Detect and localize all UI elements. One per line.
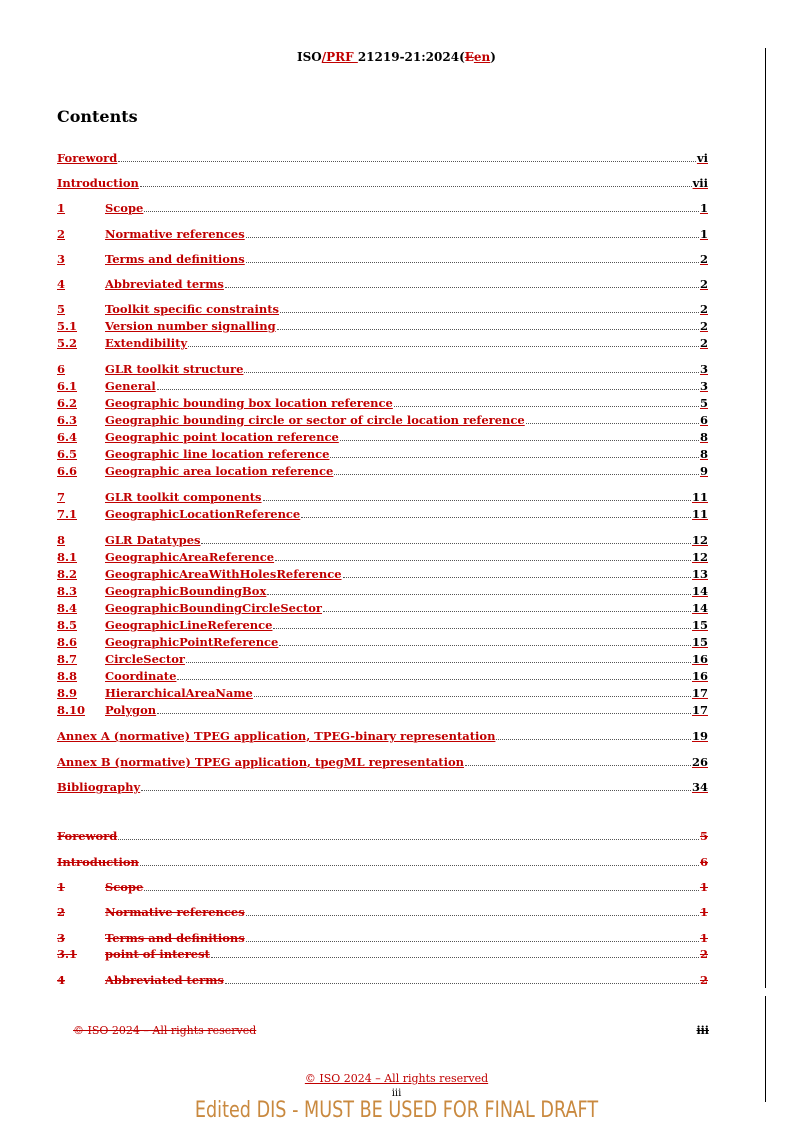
toc-entry-title: Normative references <box>105 905 245 919</box>
toc-entry-number: 8.4 <box>57 601 78 615</box>
change-bar-bottom <box>765 996 766 1102</box>
toc-entry-page: 34 <box>691 780 708 794</box>
deleted-toc-entry <box>57 879 708 894</box>
toc-entry-number: 2 <box>57 905 66 919</box>
toc-entry-page: 19 <box>691 729 708 743</box>
toc-entry-page: 26 <box>691 755 708 769</box>
toc-entry[interactable] <box>57 566 708 581</box>
toc-entry-page: 1 <box>699 905 708 919</box>
toc-entry[interactable] <box>57 361 708 376</box>
toc-entry-title: Terms and definitions <box>105 252 245 266</box>
toc-entry-page: 17 <box>691 703 708 717</box>
toc-leader-dots <box>343 576 691 578</box>
toc-entry-page: 2 <box>699 277 708 291</box>
toc-entry[interactable] <box>57 532 708 547</box>
page-title: Contents <box>57 107 138 126</box>
toc-leader-dots <box>141 789 691 791</box>
toc-entry-page: 15 <box>691 635 708 649</box>
toc-entry[interactable] <box>57 412 708 427</box>
toc-entry-number: 2 <box>57 227 66 241</box>
toc-entry[interactable] <box>57 335 708 350</box>
toc-entry-title: Geographic bounding box location reference <box>105 396 393 410</box>
toc-entry-page: 12 <box>691 550 708 564</box>
toc-entry-title: GeographicAreaReference <box>105 550 275 564</box>
toc-leader-dots <box>246 940 699 942</box>
toc-leader-dots <box>279 644 691 646</box>
toc-entry[interactable] <box>57 489 708 504</box>
toc-entry-number: 8.1 <box>57 550 78 564</box>
toc-entry-title: Foreword <box>57 829 118 843</box>
toc-entry-page: 1 <box>699 880 708 894</box>
toc-entry-number: 7 <box>57 490 66 504</box>
toc-entry[interactable] <box>57 276 708 291</box>
toc-entry-number: 6.2 <box>57 396 78 410</box>
toc-entry-title: Polygon <box>105 703 157 717</box>
toc-entry-title: GeographicBoundingCircleSector <box>105 601 322 615</box>
toc-entry-page: 5 <box>699 829 708 843</box>
toc-entry[interactable] <box>57 150 708 165</box>
toc-entry-title: Version number signalling <box>105 319 276 333</box>
toc-entry-page: 2 <box>699 252 708 266</box>
toc-leader-dots <box>330 456 699 458</box>
toc-entry-page: 2 <box>699 947 708 961</box>
toc-leader-dots <box>496 738 691 740</box>
toc-entry-number: 8.2 <box>57 567 78 581</box>
toc-leader-dots <box>140 864 699 866</box>
deleted-toc-entry <box>57 930 708 945</box>
toc-entry-page: 9 <box>699 464 708 478</box>
toc-entry-page: 1 <box>699 931 708 945</box>
toc-entry-page: 17 <box>691 686 708 700</box>
toc-entry-title: Annex B (normative) TPEG application, tpegML representation <box>57 755 465 769</box>
toc-leader-dots <box>280 311 699 313</box>
toc-leader-dots <box>323 610 691 612</box>
toc-entry-number: 8.3 <box>57 584 78 598</box>
toc-entry-title: Coordinate <box>105 669 177 683</box>
toc-entry-title: GeographicLocationReference <box>105 507 301 521</box>
toc-entry[interactable] <box>57 549 708 564</box>
toc-entry-page: 5 <box>699 396 708 410</box>
toc-leader-dots <box>254 695 691 697</box>
toc-entry-page: 16 <box>691 652 708 666</box>
toc-entry-title: Foreword <box>57 151 118 165</box>
toc-entry[interactable] <box>57 685 708 700</box>
toc-entry-number: 1 <box>57 880 66 894</box>
toc-entry-number: 1 <box>57 201 66 215</box>
toc-leader-dots <box>140 185 692 187</box>
toc-entry[interactable] <box>57 754 708 769</box>
toc-entry-page: 6 <box>699 413 708 427</box>
toc-entry-page: 3 <box>699 379 708 393</box>
toc-leader-dots <box>277 328 699 330</box>
toc-leader-dots <box>144 889 699 891</box>
toc-entry-page: 11 <box>691 490 708 504</box>
toc-entry-number: 5.2 <box>57 336 78 350</box>
toc-leader-dots <box>275 559 691 561</box>
toc-entry-title: Scope <box>105 201 144 215</box>
toc-entry-page: vi <box>696 151 708 165</box>
toc-entry[interactable] <box>57 779 708 794</box>
toc-leader-dots <box>177 678 691 680</box>
toc-entry[interactable] <box>57 506 708 521</box>
toc-entry-title: General <box>105 379 156 393</box>
toc-entry-number: 7.1 <box>57 507 78 521</box>
toc-entry-page: 1 <box>699 201 708 215</box>
toc-entry-title: CircleSector <box>105 652 185 666</box>
toc-entry[interactable] <box>57 429 708 444</box>
deleted-toc-entry <box>57 904 708 919</box>
toc-entry-title: Normative references <box>105 227 245 241</box>
toc-entry-title: Scope <box>105 880 144 894</box>
toc-leader-dots <box>246 914 699 916</box>
toc-entry-title: Introduction <box>57 176 139 190</box>
toc-entry-page: 2 <box>699 319 708 333</box>
toc-entry-title: GeographicPointReference <box>105 635 279 649</box>
toc-leader-dots <box>201 542 691 544</box>
toc-entry[interactable] <box>57 651 708 666</box>
toc-entry-title: Geographic point location reference <box>105 430 339 444</box>
toc-entry[interactable] <box>57 251 708 266</box>
toc-entry-title: point of interest <box>105 947 210 961</box>
toc-leader-dots <box>246 261 699 263</box>
document-header: ISO/PRF 21219-21:2024(Een) <box>297 50 496 64</box>
toc-entry[interactable] <box>57 634 708 649</box>
toc-entry-page: 2 <box>699 973 708 987</box>
toc-leader-dots <box>244 371 699 373</box>
toc-entry-title: Abbreviated terms <box>105 277 224 291</box>
toc-entry[interactable] <box>57 702 708 717</box>
toc-entry[interactable] <box>57 318 708 333</box>
toc-entry-number: 3 <box>57 931 66 945</box>
toc-entry-number: 6.1 <box>57 379 78 393</box>
toc-entry-number: 6.3 <box>57 413 78 427</box>
old-copyright: © ISO 2024 – All rights reserved <box>73 1024 257 1037</box>
toc-entry-page: 2 <box>699 336 708 350</box>
toc-entry-number: 6 <box>57 362 66 376</box>
toc-entry-page: vii <box>692 176 708 190</box>
toc-entry-number: 6.5 <box>57 447 78 461</box>
toc-entry-page: 16 <box>691 669 708 683</box>
toc-entry-page: 8 <box>699 430 708 444</box>
toc-entry[interactable] <box>57 395 708 410</box>
toc-entry-number: 8.10 <box>57 703 86 717</box>
toc-leader-dots <box>118 160 696 162</box>
toc-entry-number: 8.5 <box>57 618 78 632</box>
toc-entry-number: 8 <box>57 533 66 547</box>
copyright: © ISO 2024 – All rights reserved <box>304 1072 489 1085</box>
toc-entry-number: 5 <box>57 302 66 316</box>
toc-entry-page: 3 <box>699 362 708 376</box>
toc-leader-dots <box>144 210 699 212</box>
toc-leader-dots <box>211 956 699 958</box>
watermark: Edited DIS - MUST BE USED FOR FINAL DRAFT <box>194 1098 599 1123</box>
deleted-toc-entry <box>57 854 708 869</box>
deleted-toc-entry <box>57 828 708 843</box>
toc-entry-title: GLR toolkit components <box>105 490 262 504</box>
toc-leader-dots <box>334 473 699 475</box>
toc-entry-page: 1 <box>699 227 708 241</box>
toc-entry-page: 14 <box>691 584 708 598</box>
toc-entry-title: GLR toolkit structure <box>105 362 244 376</box>
old-footer <box>73 1024 709 1037</box>
toc-entry[interactable] <box>57 583 708 598</box>
toc-entry-title: GLR Datatypes <box>105 533 201 547</box>
toc-entry-title: Geographic bounding circle or sector of circle location reference <box>105 413 525 427</box>
toc-entry-title: GeographicLineReference <box>105 618 273 632</box>
toc-entry-title: Introduction <box>57 855 139 869</box>
old-page-number: iii <box>696 1024 709 1037</box>
toc-entry[interactable] <box>57 617 708 632</box>
toc-entry[interactable] <box>57 378 708 393</box>
toc-entry-title: Extendibility <box>105 336 188 350</box>
toc-entry-page: 6 <box>699 855 708 869</box>
page-number: iii <box>391 1088 402 1099</box>
toc-entry[interactable] <box>57 668 708 683</box>
toc-leader-dots <box>118 838 699 840</box>
toc-entry-number: 5.1 <box>57 319 78 333</box>
toc-entry-number: 8.8 <box>57 669 78 683</box>
toc-entry[interactable] <box>57 301 708 316</box>
toc-leader-dots <box>157 388 699 390</box>
deleted-toc-entry <box>57 972 708 987</box>
change-bar-top <box>765 48 766 988</box>
toc-entry[interactable] <box>57 463 708 478</box>
toc-leader-dots <box>186 661 691 663</box>
toc-entry[interactable] <box>57 600 708 615</box>
toc-leader-dots <box>225 982 699 984</box>
toc-entry[interactable] <box>57 175 708 190</box>
toc-entry[interactable] <box>57 728 708 743</box>
toc-entry[interactable] <box>57 446 708 461</box>
toc-entry-title: Toolkit specific constraints <box>105 302 280 316</box>
toc-entry-number: 4 <box>57 277 66 291</box>
toc-leader-dots <box>273 627 691 629</box>
toc-entry[interactable] <box>57 226 708 241</box>
toc-entry-page: 12 <box>691 533 708 547</box>
toc-entry-page: 11 <box>691 507 708 521</box>
toc-entry-page: 13 <box>691 567 708 581</box>
toc-entry-number: 8.9 <box>57 686 78 700</box>
toc-entry-title: Abbreviated terms <box>105 973 224 987</box>
toc-entry-number: 6.6 <box>57 464 78 478</box>
toc-entry-number: 3.1 <box>57 947 78 961</box>
toc-entry-title: GeographicAreaWithHolesReference <box>105 567 342 581</box>
toc-leader-dots <box>526 422 699 424</box>
toc-leader-dots <box>263 499 691 501</box>
toc-leader-dots <box>301 516 691 518</box>
toc-entry-number: 6.4 <box>57 430 78 444</box>
toc-entry-number: 8.7 <box>57 652 78 666</box>
toc-entry-title: Bibliography <box>57 780 141 794</box>
toc-entry-title: Geographic line location reference <box>105 447 330 461</box>
toc-entry-page: 2 <box>699 302 708 316</box>
toc-entry-number: 8.6 <box>57 635 78 649</box>
toc-entry-number: 4 <box>57 973 66 987</box>
toc-entry-title: Geographic area location reference <box>105 464 334 478</box>
toc-leader-dots <box>394 405 699 407</box>
toc-entry-page: 8 <box>699 447 708 461</box>
toc-leader-dots <box>188 345 699 347</box>
toc-leader-dots <box>267 593 691 595</box>
toc-leader-dots <box>225 286 699 288</box>
toc-entry-title: GeographicBoundingBox <box>105 584 267 598</box>
toc-entry-title: Annex A (normative) TPEG application, TPEG-binary representation <box>57 729 496 743</box>
toc-leader-dots <box>157 712 691 714</box>
toc-entry-title: HierarchicalAreaName <box>105 686 253 700</box>
toc-entry-page: 14 <box>691 601 708 615</box>
toc-leader-dots <box>465 764 691 766</box>
toc-leader-dots <box>246 236 699 238</box>
deleted-toc-entry <box>57 946 708 961</box>
toc-leader-dots <box>340 439 699 441</box>
toc-entry-page: 15 <box>691 618 708 632</box>
toc-entry[interactable] <box>57 200 708 215</box>
toc-entry-title: Terms and definitions <box>105 931 245 945</box>
toc-entry-number: 3 <box>57 252 66 266</box>
